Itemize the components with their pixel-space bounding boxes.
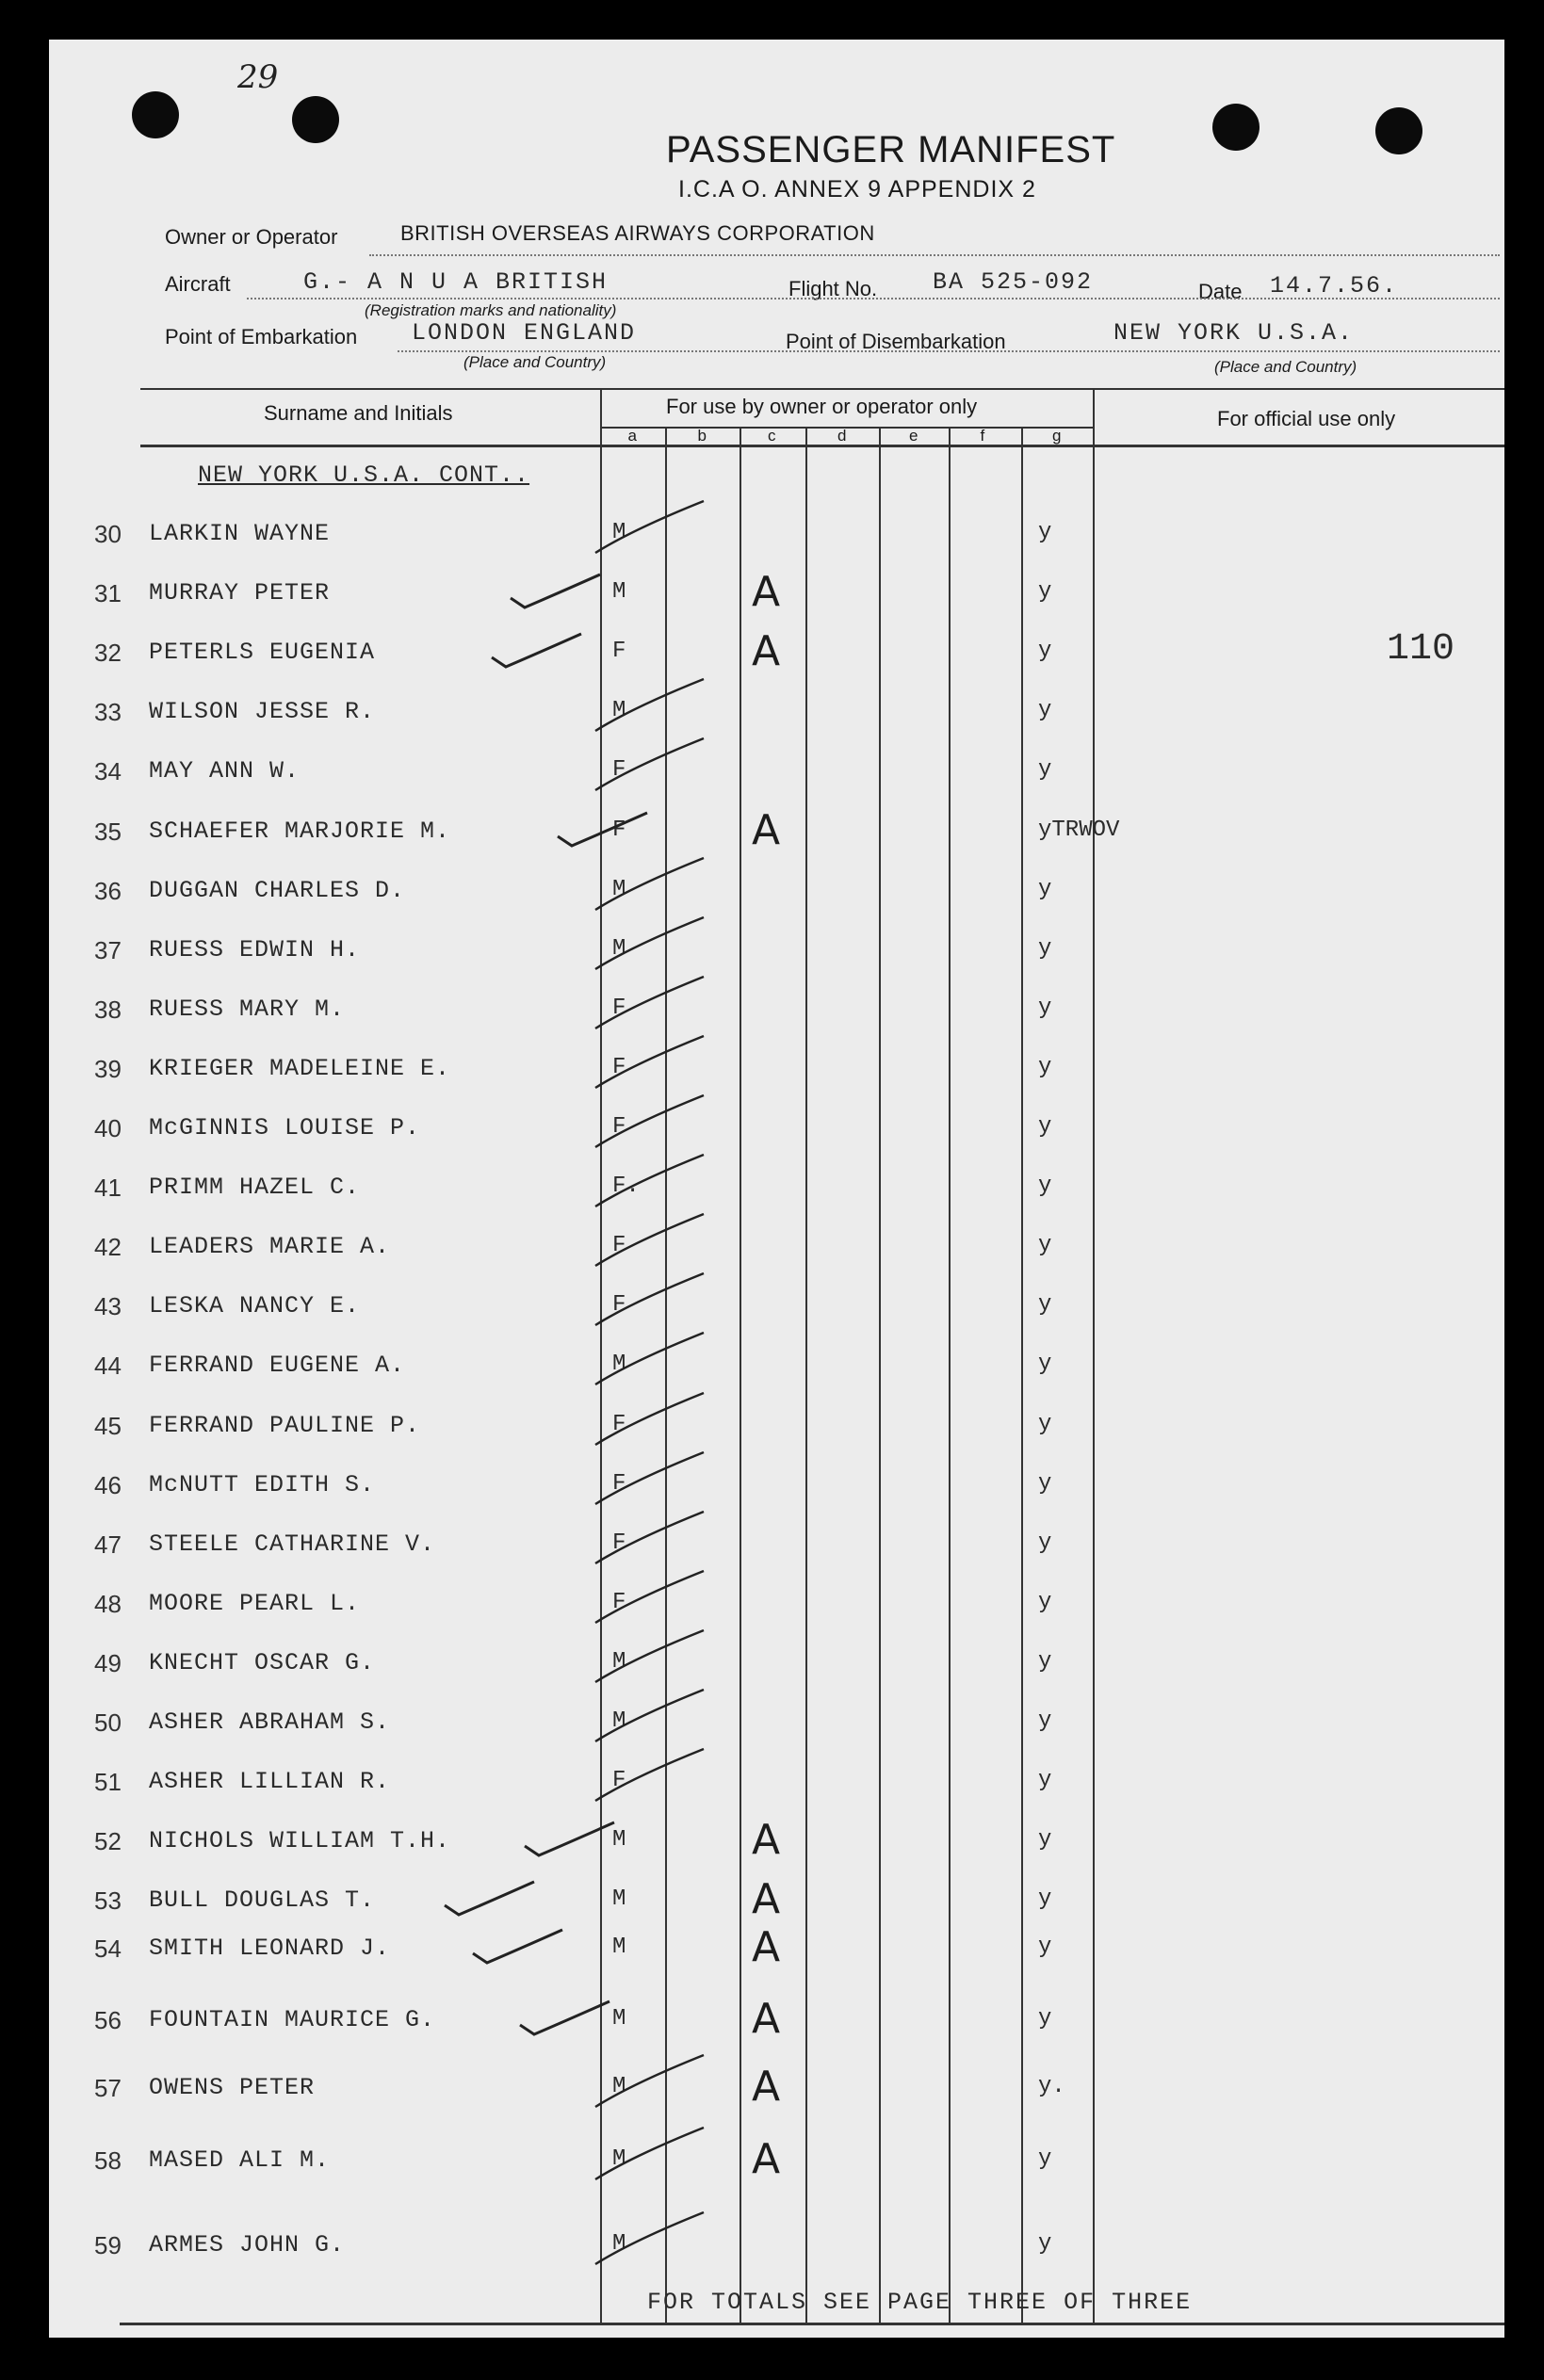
sex-cell: M bbox=[612, 1827, 626, 1853]
row-number: 33 bbox=[94, 698, 122, 726]
passenger-name: SCHAEFER MARJORIE M. bbox=[149, 818, 451, 845]
row-number: 41 bbox=[94, 1174, 122, 1202]
col-official-header: For official use only bbox=[1217, 407, 1396, 430]
passenger-name: KRIEGER MADELEINE E. bbox=[149, 1055, 451, 1082]
passenger-name: NICHOLS WILLIAM T.H. bbox=[149, 1827, 451, 1854]
passenger-name: OWENS PETER bbox=[149, 2074, 316, 2101]
column-c-mark: A bbox=[752, 1995, 781, 2043]
punch-hole-right-2 bbox=[1375, 107, 1422, 154]
row-number: 52 bbox=[94, 1827, 122, 1855]
sex-cell: F bbox=[612, 996, 626, 1021]
sex-cell: F bbox=[612, 1412, 626, 1437]
column-g-cell: y bbox=[1038, 1114, 1052, 1140]
subcolumn-letter: a bbox=[627, 427, 637, 445]
column-g-cell: y bbox=[1038, 877, 1052, 902]
row-number: 30 bbox=[94, 520, 122, 548]
flight-label: Flight No. bbox=[788, 277, 878, 300]
row-number: 50 bbox=[94, 1708, 122, 1737]
row-number: 56 bbox=[94, 2006, 122, 2034]
sex-cell: M bbox=[612, 2006, 626, 2032]
sex-cell: M bbox=[612, 1708, 626, 1734]
column-g-cell: y bbox=[1038, 698, 1052, 723]
passenger-name: MOORE PEARL L. bbox=[149, 1590, 361, 1617]
tick-mark bbox=[558, 813, 647, 846]
column-g-cell: y bbox=[1038, 1352, 1052, 1377]
row-number: 31 bbox=[94, 579, 122, 607]
sex-cell: F bbox=[612, 1530, 626, 1556]
punch-hole-left-2 bbox=[292, 96, 339, 143]
column-c-mark: A bbox=[752, 1923, 781, 1971]
tick-mark bbox=[445, 1882, 534, 1915]
disembark-value: NEW YORK U.S.A. bbox=[1113, 319, 1355, 347]
aircraft-value: G.- A N U A BRITISH bbox=[303, 268, 609, 296]
passenger-name: ASHER ABRAHAM S. bbox=[149, 1708, 391, 1736]
row-number: 54 bbox=[94, 1935, 122, 1963]
passenger-name: DUGGAN CHARLES D. bbox=[149, 877, 406, 904]
column-g-cell: y bbox=[1038, 1935, 1052, 1960]
sex-cell: F bbox=[612, 1114, 626, 1140]
column-divider bbox=[665, 427, 667, 2323]
sex-cell: F bbox=[612, 818, 626, 843]
column-g-cell: y bbox=[1038, 1471, 1052, 1497]
column-g-cell: y bbox=[1038, 639, 1052, 664]
row-number: 47 bbox=[94, 1530, 122, 1559]
owner-label: Owner or Operator bbox=[165, 225, 338, 249]
sex-cell: F bbox=[612, 757, 626, 783]
passenger-name: MAY ANN W. bbox=[149, 757, 301, 785]
sex-cell: F bbox=[612, 1233, 626, 1258]
row-number: 37 bbox=[94, 936, 122, 964]
column-divider bbox=[1021, 427, 1023, 2323]
row-number: 45 bbox=[94, 1412, 122, 1440]
tick-mark bbox=[492, 634, 581, 667]
sex-cell: M bbox=[612, 2146, 626, 2172]
row-number: 34 bbox=[94, 757, 122, 785]
passenger-name: FERRAND PAULINE P. bbox=[149, 1412, 421, 1439]
date-value: 14.7.56. bbox=[1270, 272, 1399, 300]
sex-cell: F bbox=[612, 1292, 626, 1318]
passenger-name: MURRAY PETER bbox=[149, 579, 331, 607]
column-c-mark: A bbox=[752, 568, 781, 616]
subcolumn-letter: g bbox=[1052, 427, 1062, 445]
column-divider bbox=[739, 427, 741, 2323]
punch-hole-right-1 bbox=[1212, 104, 1260, 151]
row-number: 40 bbox=[94, 1114, 122, 1142]
subcolumn-letter: d bbox=[837, 427, 847, 445]
row-number: 53 bbox=[94, 1886, 122, 1915]
column-divider bbox=[879, 427, 881, 2323]
row-number: 49 bbox=[94, 1649, 122, 1677]
column-c-mark: A bbox=[752, 1875, 781, 1923]
row-number: 39 bbox=[94, 1055, 122, 1083]
passenger-name: LESKA NANCY E. bbox=[149, 1292, 361, 1320]
column-g-cell: y bbox=[1038, 2231, 1052, 2257]
sex-cell: M bbox=[612, 520, 626, 545]
column-g-cell: y bbox=[1038, 1174, 1052, 1199]
sex-cell: M bbox=[612, 579, 626, 605]
passenger-name: FERRAND EUGENE A. bbox=[149, 1352, 406, 1379]
sex-cell: M bbox=[612, 1649, 626, 1675]
passenger-name: RUESS MARY M. bbox=[149, 996, 346, 1023]
subcolumn-letter: f bbox=[980, 427, 985, 445]
manifest-subtitle: I.C.A O. ANNEX 9 APPENDIX 2 bbox=[678, 176, 1036, 202]
column-c-mark: A bbox=[752, 1816, 781, 1864]
page-number: 29 bbox=[237, 58, 279, 96]
column-g-cell: y bbox=[1038, 1590, 1052, 1615]
column-g-cell: y bbox=[1038, 757, 1052, 783]
passenger-name: LARKIN WAYNE bbox=[149, 520, 331, 547]
column-g-cell: y bbox=[1038, 1708, 1052, 1734]
embark-label: Point of Embarkation bbox=[165, 325, 358, 348]
sex-cell: M bbox=[612, 1935, 626, 1960]
totals-footer: FOR TOTALS SEE PAGE THREE OF THREE bbox=[647, 2289, 1193, 2316]
embark-note: (Place and Country) bbox=[463, 353, 607, 371]
col-owner-use-header: For use by owner or operator only bbox=[666, 395, 978, 418]
table-top-rule bbox=[140, 388, 1504, 390]
subcolumn-letter: e bbox=[909, 427, 918, 445]
passenger-name: McGINNIS LOUISE P. bbox=[149, 1114, 421, 1141]
passenger-name: RUESS EDWIN H. bbox=[149, 936, 361, 963]
manifest-sheet bbox=[49, 40, 1504, 2338]
column-g-cell: y bbox=[1038, 1649, 1052, 1675]
passenger-name: BULL DOUGLAS T. bbox=[149, 1886, 376, 1914]
passenger-name: SMITH LEONARD J. bbox=[149, 1935, 391, 1962]
disembark-label: Point of Disembarkation bbox=[786, 330, 1006, 353]
subcolumn-letter: b bbox=[697, 427, 707, 445]
passenger-name: McNUTT EDITH S. bbox=[149, 1471, 376, 1498]
sex-cell: M bbox=[612, 936, 626, 962]
sex-cell: F. bbox=[612, 1174, 640, 1199]
passenger-name: KNECHT OSCAR G. bbox=[149, 1649, 376, 1676]
sex-cell: M bbox=[612, 1352, 626, 1377]
column-divider bbox=[949, 427, 951, 2323]
continuation-note: NEW YORK U.S.A. CONT.. bbox=[198, 461, 530, 489]
punch-hole-left-1 bbox=[132, 91, 179, 138]
header-bottom-rule bbox=[140, 445, 1504, 447]
column-g-cell: y. bbox=[1038, 2074, 1065, 2099]
column-g-cell: y bbox=[1038, 1412, 1052, 1437]
tick-mark bbox=[520, 2001, 609, 2034]
column-c-mark: A bbox=[752, 627, 781, 675]
column-divider bbox=[1093, 388, 1095, 2323]
sex-cell: M bbox=[612, 2231, 626, 2257]
sex-cell: F bbox=[612, 1055, 626, 1080]
sex-cell: M bbox=[612, 2074, 626, 2099]
passenger-name: MASED ALI M. bbox=[149, 2146, 331, 2174]
row-number: 59 bbox=[94, 2231, 122, 2259]
column-g-cell: y bbox=[1038, 996, 1052, 1021]
row-number: 44 bbox=[94, 1352, 122, 1380]
sex-cell: F bbox=[612, 1590, 626, 1615]
sex-cell: M bbox=[612, 1886, 626, 1912]
subcolumn-letter: c bbox=[768, 427, 776, 445]
column-g-cell: y bbox=[1038, 520, 1052, 545]
flight-value: BA 525-092 bbox=[933, 268, 1094, 296]
table-bottom-rule bbox=[120, 2323, 1504, 2325]
sex-cell: F bbox=[612, 1471, 626, 1497]
column-g-cell: y bbox=[1038, 936, 1052, 962]
row-number: 51 bbox=[94, 1768, 122, 1796]
row-number: 46 bbox=[94, 1471, 122, 1499]
column-c-mark: A bbox=[752, 806, 781, 854]
column-g-cell: y bbox=[1038, 2006, 1052, 2032]
aircraft-line bbox=[247, 298, 1500, 300]
column-g-cell: y bbox=[1038, 1768, 1052, 1793]
column-g-cell: y bbox=[1038, 579, 1052, 605]
column-g-cell: y bbox=[1038, 1055, 1052, 1080]
passenger-name: FOUNTAIN MAURICE G. bbox=[149, 2006, 436, 2033]
column-g-cell: y bbox=[1038, 1292, 1052, 1318]
row-number: 36 bbox=[94, 877, 122, 905]
sex-cell: M bbox=[612, 698, 626, 723]
aircraft-label: Aircraft bbox=[165, 272, 231, 296]
row-number: 32 bbox=[94, 639, 122, 667]
row-number: 38 bbox=[94, 996, 122, 1024]
row-number: 42 bbox=[94, 1233, 122, 1261]
registration-note: (Registration marks and nationality) bbox=[365, 301, 617, 319]
manifest-title: PASSENGER MANIFEST bbox=[666, 129, 1116, 170]
column-c-mark: A bbox=[752, 2135, 781, 2183]
col-surname-header: Surname and Initials bbox=[264, 401, 453, 425]
tick-mark bbox=[511, 575, 600, 607]
passenger-name: WILSON JESSE R. bbox=[149, 698, 376, 725]
column-g-cell: y bbox=[1038, 1233, 1052, 1258]
passenger-name: ARMES JOHN G. bbox=[149, 2231, 346, 2259]
column-divider bbox=[805, 427, 807, 2323]
sex-cell: F bbox=[612, 1768, 626, 1793]
official-mark: 110 bbox=[1387, 628, 1455, 671]
column-c-mark: A bbox=[752, 2063, 781, 2111]
column-g-cell: y bbox=[1038, 1530, 1052, 1556]
column-g-cell: y bbox=[1038, 1886, 1052, 1912]
passenger-name: LEADERS MARIE A. bbox=[149, 1233, 391, 1260]
embark-value: LONDON ENGLAND bbox=[412, 319, 637, 347]
passenger-name: ASHER LILLIAN R. bbox=[149, 1768, 391, 1795]
column-g-cell: y bbox=[1038, 2146, 1052, 2172]
passenger-name: PRIMM HAZEL C. bbox=[149, 1174, 361, 1201]
column-divider bbox=[600, 388, 602, 2323]
owner-line bbox=[369, 254, 1500, 256]
owner-value: BRITISH OVERSEAS AIRWAYS CORPORATION bbox=[400, 221, 875, 245]
embark-line bbox=[398, 350, 1500, 352]
tick-mark bbox=[473, 1930, 562, 1963]
passenger-name: PETERLS EUGENIA bbox=[149, 639, 376, 666]
sex-cell: F bbox=[612, 639, 626, 664]
sex-cell: M bbox=[612, 877, 626, 902]
row-number: 35 bbox=[94, 818, 122, 846]
column-g-cell: yTRWOV bbox=[1038, 818, 1120, 843]
date-label: Date bbox=[1198, 280, 1243, 303]
row-number: 57 bbox=[94, 2074, 122, 2102]
row-number: 58 bbox=[94, 2146, 122, 2175]
row-number: 43 bbox=[94, 1292, 122, 1320]
row-number: 48 bbox=[94, 1590, 122, 1618]
column-g-cell: y bbox=[1038, 1827, 1052, 1853]
disembark-note: (Place and Country) bbox=[1214, 358, 1357, 376]
passenger-name: STEELE CATHARINE V. bbox=[149, 1530, 436, 1558]
